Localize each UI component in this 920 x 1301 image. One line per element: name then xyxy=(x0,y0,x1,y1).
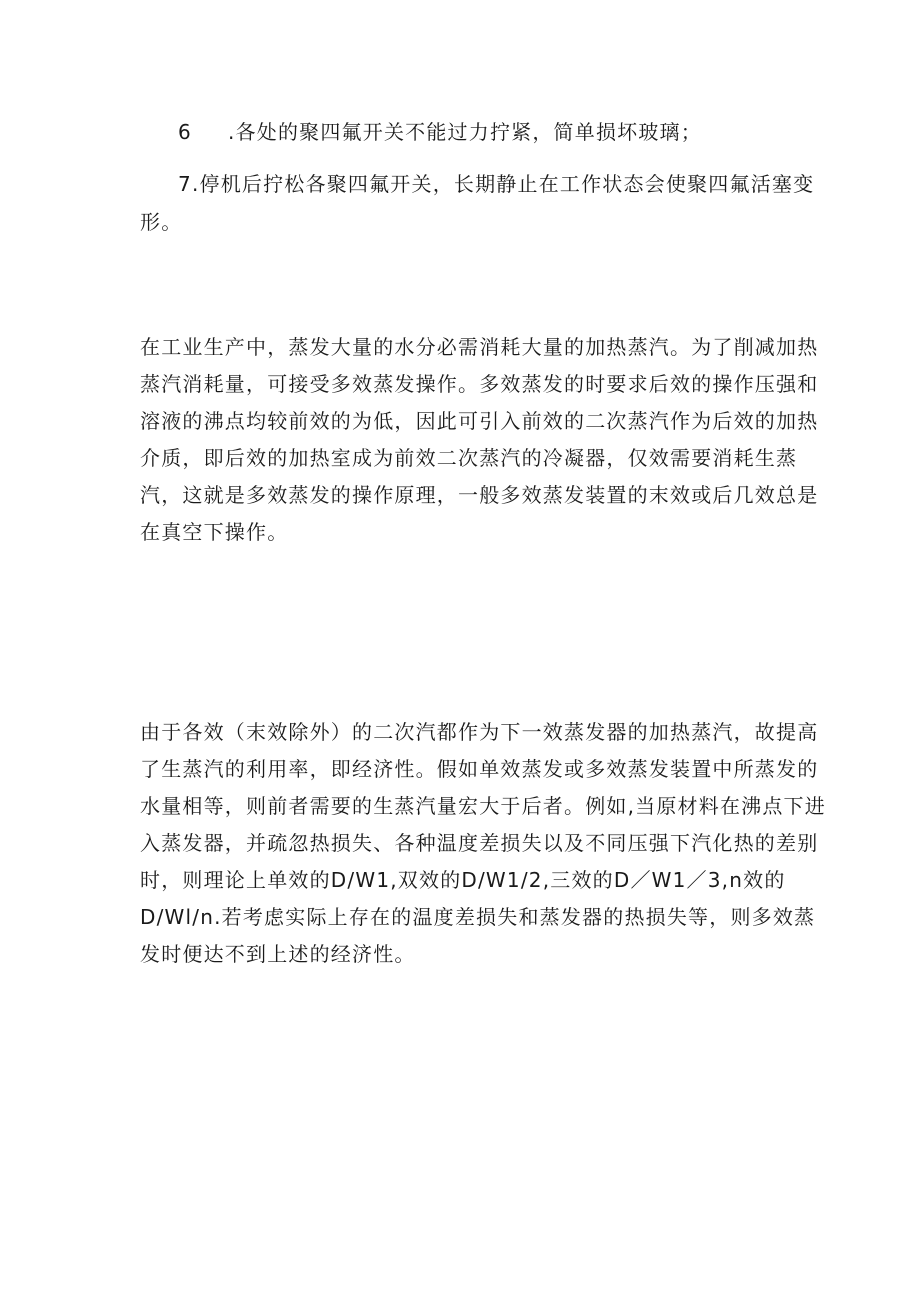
paragraph-2-line: 发时便达不到上述的经济性。 xyxy=(140,942,416,966)
paragraph-2-line: 入蒸发器，并疏忽热损失、各种温度差损失以及不同压强下汽化热的差别 xyxy=(140,831,819,855)
note-item-7 xyxy=(178,170,814,198)
paragraph-2-line: D/Wl/n.若考虑实际上存在的温度差损失和蒸发器的热损失等，则多效蒸 xyxy=(140,905,816,929)
paragraph-1-line: 溶液的沸点均较前效的为低，因此可引入前效的二次蒸汽作为后效的加热 xyxy=(140,409,819,433)
paragraph-1-line: 蒸汽消耗量，可接受多效蒸发操作。多效蒸发的时要求后效的操作压强和 xyxy=(140,372,819,396)
paragraph-1-line: 介质，即后效的加热室成为前效二次蒸汽的冷凝器，仅效需要消耗生蒸 xyxy=(140,446,798,470)
note-item-7-number: 7 xyxy=(178,172,192,196)
note-item-7-text-line1: .停机后拧松各聚四氟开关，长期静止在工作状态会使聚四氟活塞变 xyxy=(191,172,815,196)
paragraph-2-line: 由于各效（末效除外）的二次汽都作为下一效蒸发器的加热蒸汽，故提高 xyxy=(140,720,819,744)
paragraph-1-line: 在真空下操作。 xyxy=(140,520,289,544)
paragraph-2-line: 了生蒸汽的利用率，即经济性。假如单效蒸发或多效蒸发装置中所蒸发的 xyxy=(140,757,819,781)
note-item-6 xyxy=(178,118,702,146)
note-item-6-number: 6 xyxy=(178,120,192,144)
note-item-7-text-line2: 形。 xyxy=(140,210,183,234)
paragraph-1-line: 在工业生产中，蒸发大量的水分必需消耗大量的加热蒸汽。为了削减加热 xyxy=(140,335,819,359)
paragraph-2-line: 水量相等，则前者需要的生蒸汽量宏大于后者。例如,当原材料在沸点下进 xyxy=(140,794,826,818)
note-item-6-text: .各处的聚四氟开关不能过力拧紧，简单损坏玻璃； xyxy=(228,120,702,144)
paragraph-2-line: 时，则理论上单效的D/W1,双效的D/W1/2,三效的D／W1／3,n效的 xyxy=(140,868,786,892)
paragraph-1-line: 汽，这就是多效蒸发的操作原理，一般多效蒸发装置的末效或后几效总是 xyxy=(140,483,819,507)
note-item-7-continued xyxy=(140,208,182,236)
